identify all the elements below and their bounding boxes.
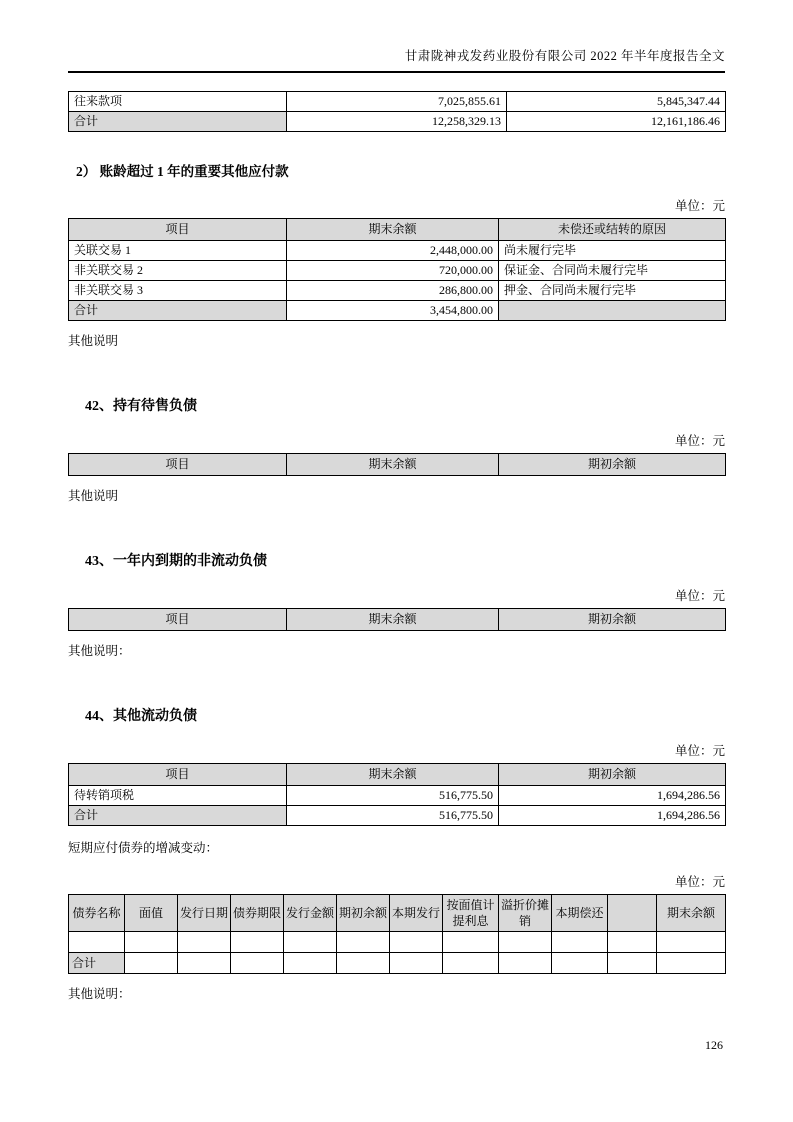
col-header-ending-balance: 期末余额 (287, 764, 499, 786)
col-header-face-value: 面值 (125, 895, 178, 932)
table-row (69, 92, 726, 112)
beginning-balance-cell: 1,694,286.56 (499, 806, 726, 826)
other-notes-text: 其他说明 (68, 489, 119, 503)
total-label: 合计 (69, 806, 287, 826)
empty-cell (284, 953, 337, 974)
total-label: 合计 (69, 112, 287, 132)
ending-balance-cell: 12,258,329.13 (287, 112, 507, 132)
col-header-beginning-balance: 期初余额 (499, 609, 726, 631)
table-row (69, 281, 726, 301)
empty-cell (657, 932, 726, 953)
other-notes-text: 其他说明： (68, 644, 131, 658)
reason-cell: 保证金、合同尚未履行完毕 (499, 261, 726, 281)
short-term-bonds-table (68, 894, 726, 974)
col-header-blank (608, 895, 657, 932)
empty-cell (178, 953, 231, 974)
col-header-bond-term: 债券期限 (231, 895, 284, 932)
table-row-empty (69, 932, 726, 953)
col-header-item: 项目 (69, 219, 287, 241)
empty-cell (499, 932, 552, 953)
held-for-sale-liabilities-table (68, 453, 726, 476)
empty-cell (178, 932, 231, 953)
empty-cell (608, 953, 657, 974)
col-header-item: 项目 (69, 764, 287, 786)
empty-cell (231, 932, 284, 953)
empty-cell (69, 932, 125, 953)
table-total-row (69, 953, 726, 974)
col-header-ending-balance: 期末余额 (657, 895, 726, 932)
reason-cell: 押金、合同尚未履行完毕 (499, 281, 726, 301)
page-header (68, 46, 725, 73)
ending-balance-cell: 286,800.00 (287, 281, 499, 301)
col-header-item: 项目 (69, 454, 287, 476)
empty-cell (390, 932, 443, 953)
empty-cell (125, 953, 178, 974)
empty-cell (125, 932, 178, 953)
ending-balance-cell: 3,454,800.00 (287, 301, 499, 321)
empty-cell (657, 953, 726, 974)
noncurrent-liabilities-due-table (68, 608, 726, 631)
row-label: 非关联交易 2 (69, 261, 287, 281)
col-header-premium-discount-amortization: 溢折价摊销 (499, 895, 552, 932)
total-label: 合计 (69, 953, 125, 974)
row-label: 待转销项税 (69, 786, 287, 806)
col-header-ending-balance: 期末余额 (287, 609, 499, 631)
row-label: 往来款项 (69, 92, 287, 112)
col-header-issue-date: 发行日期 (178, 895, 231, 932)
page-number: 126 (705, 1038, 723, 1052)
table-header-row (69, 609, 726, 631)
row-label: 非关联交易 3 (69, 281, 287, 301)
table-header-row (69, 454, 726, 476)
reason-cell: 尚未履行完毕 (499, 241, 726, 261)
col-header-reason: 未偿还或结转的原因 (499, 219, 726, 241)
other-notes-text: 其他说明 (68, 334, 119, 348)
bond-change-title: 短期应付债券的增减变动： (68, 841, 219, 855)
empty-cell (390, 953, 443, 974)
other-notes-text: 其他说明： (68, 987, 131, 1002)
empty-cell (608, 932, 657, 953)
unit-label: 单位：元 (674, 434, 725, 448)
section-heading-noncurrent-liabilities-due-within-one-year: 43、一年内到期的非流动负债 (85, 554, 267, 569)
row-label: 关联交易 1 (69, 241, 287, 261)
col-header-ending-balance: 期末余额 (287, 454, 499, 476)
col-header-item: 项目 (69, 609, 287, 631)
report-title: 甘肃陇神戎发药业股份有限公司 2022 年半年度报告全文 (404, 49, 725, 63)
empty-cell (284, 932, 337, 953)
table-row (69, 261, 726, 281)
other-payables-continuation-table (68, 91, 726, 132)
col-header-bond-name: 债券名称 (69, 895, 125, 932)
table-row (69, 786, 726, 806)
table-total-row (69, 112, 726, 132)
table-total-row (69, 806, 726, 826)
ending-balance-cell: 7,025,855.61 (287, 92, 507, 112)
unit-label: 单位：元 (674, 199, 725, 213)
aging-payables-table (68, 218, 726, 321)
col-header-repaid-this-period: 本期偿还 (552, 895, 608, 932)
table-total-row (69, 301, 726, 321)
col-header-ending-balance: 期末余额 (287, 219, 499, 241)
unit-label: 单位：元 (674, 744, 725, 758)
beginning-balance-cell: 5,845,347.44 (507, 92, 726, 112)
empty-cell (552, 932, 608, 953)
col-header-beginning-balance: 期初余额 (499, 764, 726, 786)
empty-cell (552, 953, 608, 974)
ending-balance-cell: 720,000.00 (287, 261, 499, 281)
ending-balance-cell: 516,775.50 (287, 806, 499, 826)
section-heading-other-current-liabilities: 44、其他流动负债 (85, 709, 197, 724)
beginning-balance-cell: 1,694,286.56 (499, 786, 726, 806)
beginning-balance-cell: 12,161,186.46 (507, 112, 726, 132)
table-header-row (69, 764, 726, 786)
col-header-issued-this-period: 本期发行 (390, 895, 443, 932)
empty-cell (337, 953, 390, 974)
empty-cell (499, 301, 726, 321)
total-label: 合计 (69, 301, 287, 321)
col-header-issue-amount: 发行金额 (284, 895, 337, 932)
empty-cell (443, 932, 499, 953)
other-current-liabilities-table (68, 763, 726, 826)
table-header-row (69, 219, 726, 241)
table-header-row (69, 895, 726, 932)
ending-balance-cell: 516,775.50 (287, 786, 499, 806)
unit-label: 单位：元 (674, 875, 725, 889)
empty-cell (231, 953, 284, 974)
empty-cell (337, 932, 390, 953)
empty-cell (443, 953, 499, 974)
table-row (69, 241, 726, 261)
col-header-beginning-balance: 期初余额 (337, 895, 390, 932)
col-header-interest-at-face-value: 按面值计提利息 (443, 895, 499, 932)
unit-label: 单位：元 (674, 589, 725, 603)
section-heading-held-for-sale-liabilities: 42、持有待售负债 (85, 399, 197, 414)
ending-balance-cell: 2,448,000.00 (287, 241, 499, 261)
col-header-beginning-balance: 期初余额 (499, 454, 726, 476)
section-heading-aging-payables: 2） 账龄超过 1 年的重要其他应付款 (76, 164, 289, 179)
empty-cell (499, 953, 552, 974)
